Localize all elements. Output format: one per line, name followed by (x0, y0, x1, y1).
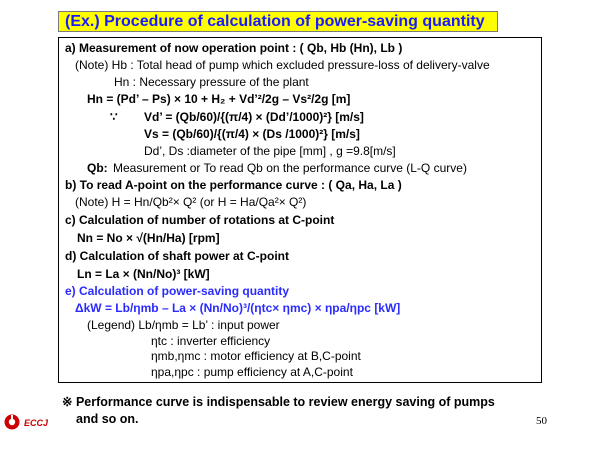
title-banner (58, 11, 498, 32)
step-b-heading: b) To read A-point on the performance curve : ( Qa, Ha, La ) (65, 178, 402, 192)
step-a-note: (Note) Hb : Total head of pump which excluded pressure-loss of delivery-valve (75, 58, 490, 72)
legend-pump: ηpa,ηpc : pump efficiency at A,C-point (151, 365, 353, 379)
qb-description: Measurement or To read Qb on the performance curve (L-Q curve) (113, 161, 467, 175)
footer-note (62, 394, 495, 428)
step-d-equation: Ln = La × (Nn/No)³ [kW] (77, 267, 210, 281)
step-a-heading: a) Measurement of now operation point : ( Qb, Hb (Hn), Lb ) (65, 41, 403, 55)
step-d-heading: d) Calculation of shaft power at C-point (65, 249, 289, 263)
legend-motor: ηmb,ηmc : motor efficiency at B,C-point (151, 349, 361, 363)
step-c-heading: c) Calculation of number of rotations at C-point (65, 213, 335, 227)
pipe-diameter-note: Dd’, Ds :diameter of the pipe [mm] , g =9.8[m/s] (144, 144, 396, 158)
vd-equation: Vd’ = (Qb/60)/{(π/4) × (Dd’/1000)²} [m/s] (144, 110, 364, 124)
eccj-logo-icon (4, 414, 20, 430)
legend-inverter: ηtc : inverter efficiency (151, 334, 271, 348)
vs-equation: Vs = (Qb/60)/{(π/4) × (Ds /1000)²} [m/s] (144, 127, 360, 141)
step-e-equation: ΔkW = Lb/ηmb – La × (Nn/No)³/(ηtc× ηmc) × ηpa/ηpc [kW] (75, 301, 401, 315)
step-e-heading: e) Calculation of power-saving quantity (65, 284, 290, 298)
footer-note-line2: and so on. (76, 412, 139, 426)
procedure-panel (58, 37, 542, 383)
qb-label: Qb: (87, 161, 108, 175)
hn-equation: Hn = (Pd’ – Ps) × 10 + H₂ + Vd’²/2g – Vs²/2g [m] (87, 92, 351, 106)
step-c-equation: Nn = No × √(Hn/Ha) [rpm] (77, 231, 220, 245)
step-a-note-hn: Hn : Necessary pressure of the plant (114, 75, 309, 89)
legend-input-power: (Legend) Lb/ηmb = Lb’ : input power (87, 318, 280, 332)
because-symbol: ∵ (110, 110, 118, 124)
page-title: (Ex.) Procedure of calculation of power-saving quantity (65, 13, 485, 30)
page-number: 50 (536, 415, 547, 427)
step-b-note: (Note) H = Hn/Qb²× Q² (or H = Ha/Qa²× Q²) (75, 195, 307, 209)
footer-note-line1: ※ Performance curve is indispensable to review energy saving of pumps (62, 395, 495, 409)
logo-text: ECCJ (24, 418, 49, 428)
